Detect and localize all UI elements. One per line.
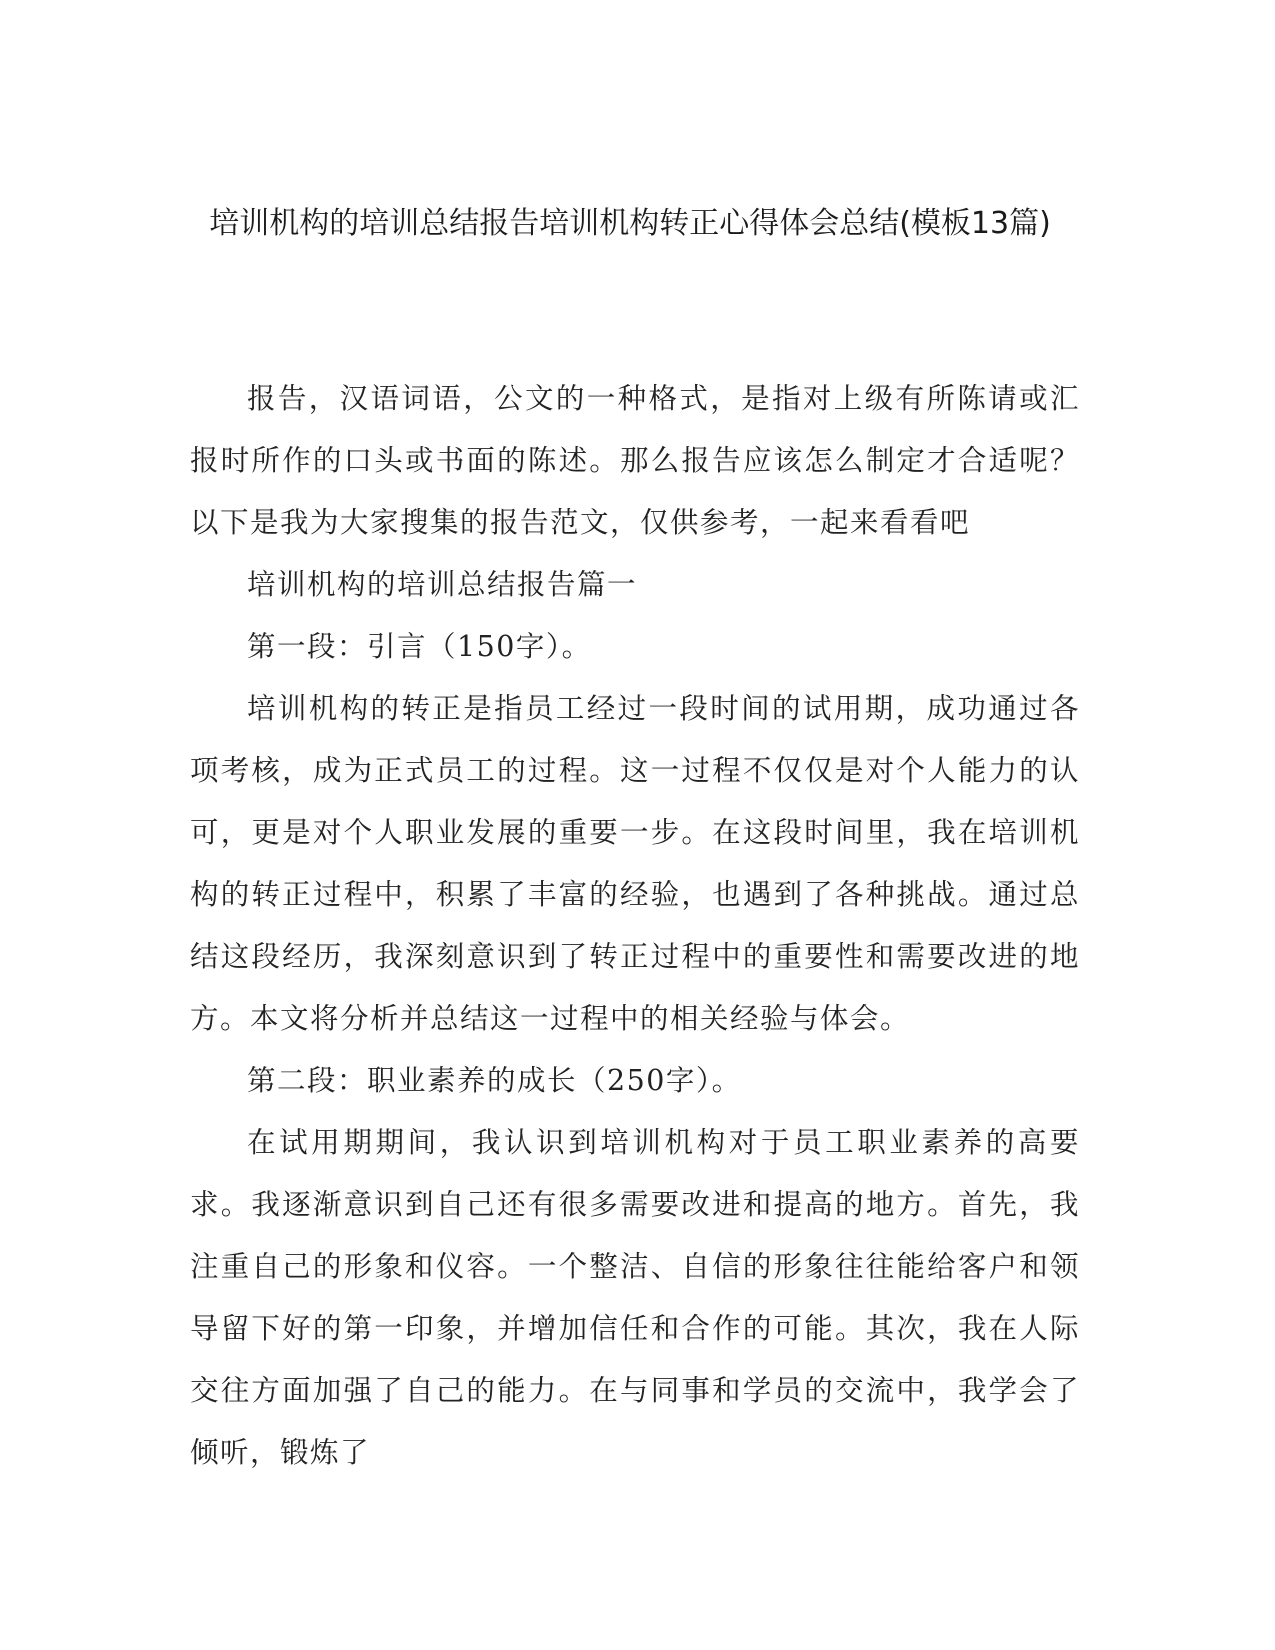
section-heading-part-one: 培训机构的培训总结报告篇一 <box>247 568 638 601</box>
paragraph-professional-growth: 在试用期期间，我认识到培训机构对于员工职业素养的高要求。我逐渐意识到自己还有很多需要改进和提高的地方。首先，我注重自己的形象和仪容。一个整洁、自信的形象往往能给客户和领导留下好的第一印象，并增加信任和合作的可能。其次，我在人际交往方面加强了自己的能力。在与同事和学员的交流中，我学会了倾听，锻炼了 <box>190 1126 1080 1469</box>
document-title: 培训机构的培训总结报告培训机构转正心得体会总结(模板13篇) <box>209 206 1051 241</box>
subheading-paragraph-two: 第二段：职业素养的成长（250字）。 <box>247 1064 742 1097</box>
paragraph-intro: 报告，汉语词语，公文的一种格式，是指对上级有所陈请或汇报时所作的口头或书面的陈述。那么报告应该怎么制定才合适呢？以下是我为大家搜集的报告范文，仅供参考，一起来看看吧 <box>190 382 1080 539</box>
document-body <box>190 368 1080 1484</box>
subheading-paragraph-one: 第一段：引言（150字）。 <box>247 630 592 663</box>
paragraph-intro-content: 培训机构的转正是指员工经过一段时间的试用期，成功通过各项考核，成为正式员工的过程。这一过程不仅仅是对个人能力的认可，更是对个人职业发展的重要一步。在这段时间里，我在培训机构的转正过程中，积累了丰富的经验，也遇到了各种挑战。通过总结这段经历，我深刻意识到了转正过程中的重要性和需要改进的地方。本文将分析并总结这一过程中的相关经验与体会。 <box>190 692 1080 1035</box>
